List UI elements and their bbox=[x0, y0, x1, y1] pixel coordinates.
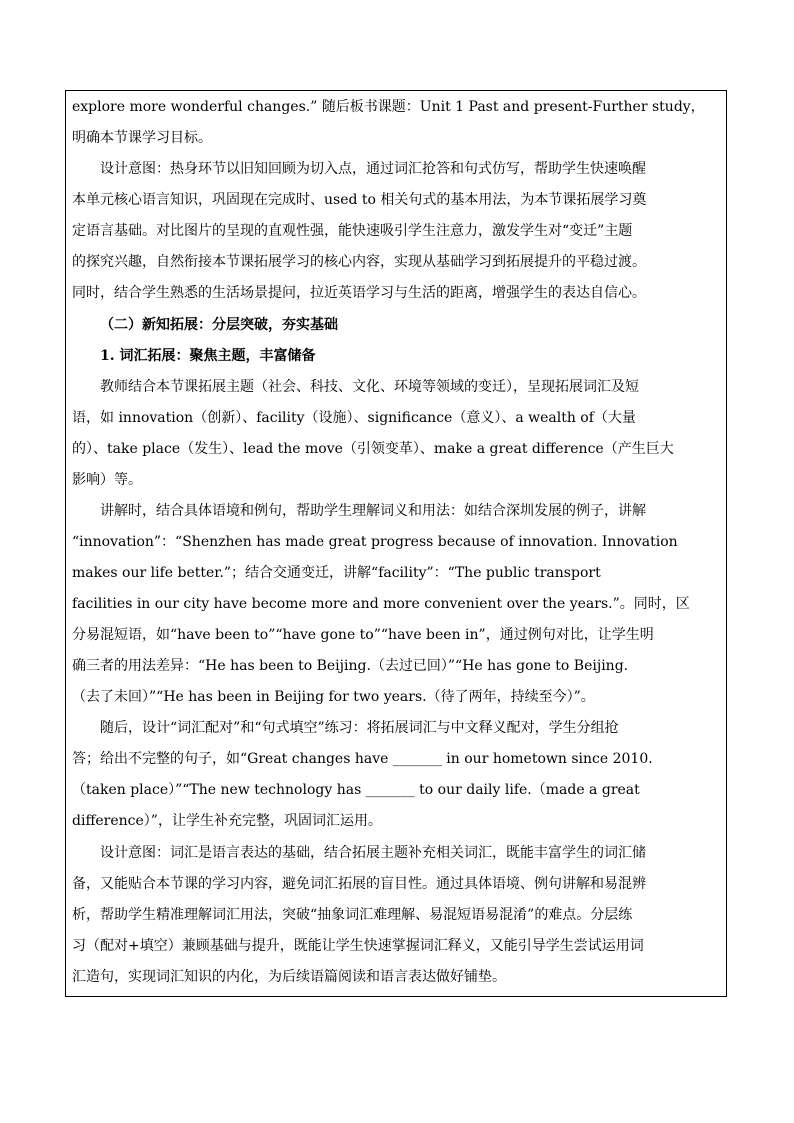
text-line: （taken place）”“The new technology has _______ to our daily life.（made a great bbox=[72, 782, 640, 798]
text-line: facilities in our city have become more and more convenient over the years.”。同时，区 bbox=[72, 596, 690, 612]
text-line: 答；给出不完整的句子，如“Great changes have _______ in our hometown since 2010. bbox=[72, 751, 653, 767]
text-line: 影响）等。 bbox=[72, 472, 142, 488]
text-line: 的）、take place（发生）、lead the move（引领变革）、make a great difference（产生巨大 bbox=[72, 441, 674, 457]
text-line: 汇造句，实现词汇知识的内化，为后续语篇阅读和语言表达做好铺垫。 bbox=[72, 969, 506, 985]
text-line: 本单元核心语言知识，巩固现在完成时、used to 相关句式的基本用法，为本节课拓展学习奠 bbox=[72, 192, 647, 208]
paragraph-exercises: 随后，设计“词汇配对”和“句式填空”练习：将拓展词汇与中文释义配对，学生分组抢 bbox=[100, 720, 619, 736]
text-line: 析，帮助学生精准理解词汇用法，突破“抽象词汇难理解、易混短语易混淆”的难点。分层练 bbox=[72, 907, 633, 923]
text-line: explore more wonderful changes.” 随后板书课题：Unit 1 Past and present-Further study， bbox=[72, 99, 705, 115]
text-line: 语，如 innovation（创新）、facility（设施）、significance（意义）、a wealth of（大量 bbox=[72, 410, 636, 426]
text-line: 习（配对+填空）兼顾基础与提升，既能让学生快速掌握词汇释义，又能引导学生尝试运用词 bbox=[72, 938, 644, 954]
text-line: 同时，结合学生熟悉的生活场景提问，拉近英语学习与生活的距离，增强学生的表达自信心。 bbox=[72, 285, 646, 301]
text-line: 明确本节课学习目标。 bbox=[72, 130, 212, 146]
text-line: difference）”，让学生补充完整，巩固词汇运用。 bbox=[72, 813, 382, 829]
paragraph-explanation: 讲解时，结合具体语境和例句，帮助学生理解词义和用法：如结合深圳发展的例子，讲解 bbox=[100, 503, 646, 519]
text-line: 的探究兴趣，自然衔接本节课拓展学习的核心内容，实现从基础学习到拓展提升的平稳过渡。 bbox=[72, 254, 646, 270]
text-line: （去了未回）”“He has been in Beijing for two years.（待了两年，持续至今）”。 bbox=[72, 689, 595, 705]
section-heading: （二）新知拓展：分层突破，夯实基础 bbox=[100, 317, 338, 333]
text-line: 定语言基础。对比图片的呈现的直观性强，能快速吸引学生注意力，激发学生对“变迁”主题 bbox=[72, 223, 633, 239]
text-line: 备，又能贴合本节课的学习内容，避免词汇拓展的盲目性。通过具体语境、例句讲解和易混辨 bbox=[72, 876, 646, 892]
text-line: 确三者的用法差异：“He has been to Beijing.（去过已回）”“He has gone to Beijing. bbox=[72, 658, 629, 674]
text-line: “innovation”：“Shenzhen has made great progress because of innovation. Innovation bbox=[72, 534, 678, 550]
text-line: 分易混短语，如“have been to”“have gone to”“have been in”，通过例句对比，让学生明 bbox=[72, 627, 654, 643]
paragraph-design-intent-2: 设计意图：词汇是语言表达的基础，结合拓展主题补充相关词汇，既能丰富学生的词汇储 bbox=[100, 845, 646, 861]
subsection-heading: 1. 词汇拓展：聚焦主题，丰富储备 bbox=[100, 348, 316, 364]
paragraph-vocab-intro: 教师结合本节课拓展主题（社会、科技、文化、环境等领域的变迁），呈现拓展词汇及短 bbox=[100, 379, 639, 395]
text-line: makes our life better.”；结合交通变迁，讲解“facility”：“The public transport bbox=[72, 565, 601, 581]
paragraph-design-intent-1: 设计意图：热身环节以旧知回顾为切入点，通过词汇抢答和句式仿写，帮助学生快速唤醒 bbox=[100, 161, 646, 177]
